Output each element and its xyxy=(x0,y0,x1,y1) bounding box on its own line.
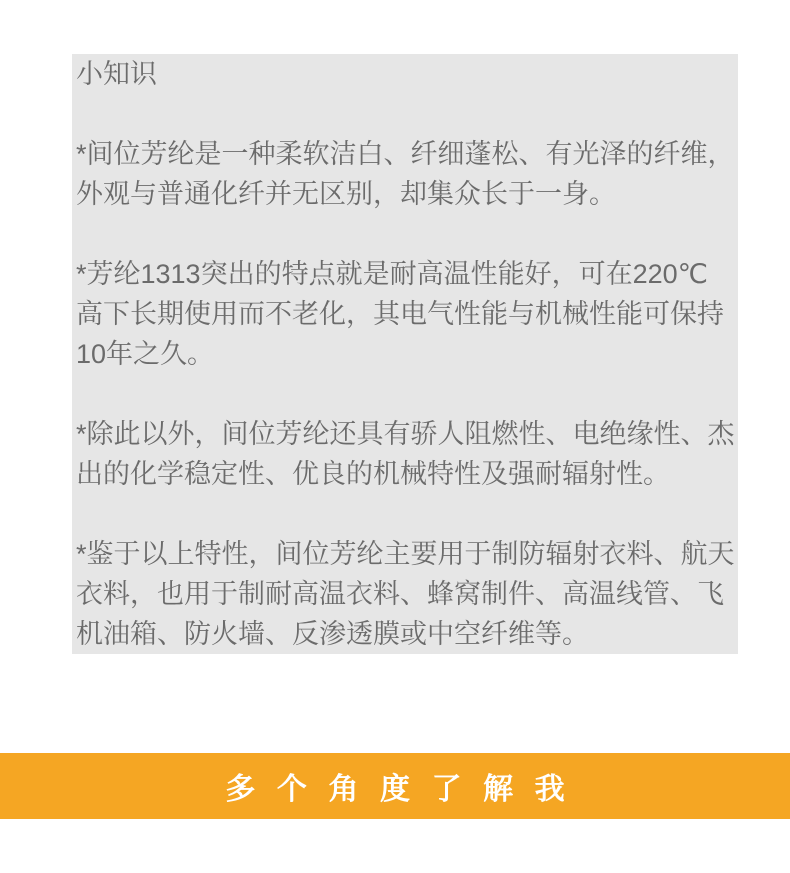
paragraph-applications: *鉴于以上特性，间位芳纶主要用于制防辐射衣料、航天 衣料，也用于制耐高温衣料、蜂窝制件、高温线管、飞 机油箱、防火墙、反渗透膜或中空纤维等。 xyxy=(76,539,735,649)
paragraph-other-properties: *除此以外，间位芳纶还具有骄人阻燃性、电绝缘性、杰 出的化学稳定性、优良的机械特性及强耐辐射性。 xyxy=(76,419,735,489)
banner-title: 多 个 角 度 了 解 我 xyxy=(225,773,572,806)
knowledge-card xyxy=(72,54,738,654)
card-title: 小知识 xyxy=(76,59,157,89)
paragraph-fiber-appearance: *间位芳纶是一种柔软洁白、纤细蓬松、有光泽的纤维， 外观与普通化纤并无区别，却集众长于一身。 xyxy=(76,139,735,209)
paragraph-heat-resistance: *芳纶1313突出的特点就是耐高温性能好，可在220℃ 高下长期使用而不老化，其电气性能与机械性能可保持 10年之久。 xyxy=(76,259,724,369)
section-banner xyxy=(0,753,790,819)
